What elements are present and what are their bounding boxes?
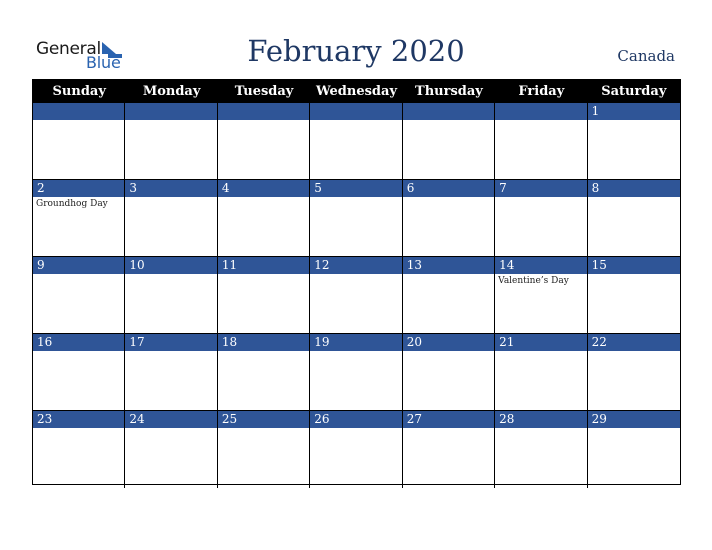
day-number: 5 <box>310 180 401 197</box>
holiday-label <box>310 120 401 122</box>
day-cell <box>403 103 495 180</box>
holiday-label <box>588 197 680 199</box>
day-cell <box>125 334 217 411</box>
weekday-friday: Friday <box>518 84 565 99</box>
holiday-label <box>218 274 309 276</box>
holiday-label <box>403 120 494 122</box>
holiday-label <box>310 428 401 430</box>
day-number: 4 <box>218 180 309 197</box>
day-cell <box>588 103 680 180</box>
holiday-label <box>588 351 680 353</box>
day-cell <box>125 257 217 334</box>
weekday-sunday: Sunday <box>52 84 106 99</box>
day-cell <box>33 180 125 257</box>
day-number: 20 <box>403 334 494 351</box>
day-number: 16 <box>33 334 124 351</box>
day-cell <box>125 103 217 180</box>
day-number: 2 <box>33 180 124 197</box>
holiday-label <box>403 274 494 276</box>
holiday-label <box>403 197 494 199</box>
day-cell <box>33 257 125 334</box>
day-number: 3 <box>125 180 216 197</box>
day-cell <box>403 411 495 488</box>
holiday-label <box>310 197 401 199</box>
day-number: 14 <box>495 257 586 274</box>
day-number: 1 <box>588 103 680 120</box>
day-cell <box>588 257 680 334</box>
day-number: 19 <box>310 334 401 351</box>
holiday-label <box>218 120 309 122</box>
holiday-label <box>495 197 586 199</box>
day-number: 22 <box>588 334 680 351</box>
holiday-label <box>310 351 401 353</box>
day-cell <box>588 180 680 257</box>
weekday-wednesday: Wednesday <box>315 84 397 99</box>
weekday-thursday: Thursday <box>415 84 483 99</box>
holiday-label <box>125 120 216 122</box>
holiday-label <box>588 274 680 276</box>
day-number: 28 <box>495 411 586 428</box>
day-number <box>310 103 401 120</box>
week-row <box>33 334 680 411</box>
day-cell <box>310 180 402 257</box>
day-number: 25 <box>218 411 309 428</box>
day-number: 23 <box>33 411 124 428</box>
day-cell <box>495 103 587 180</box>
holiday-label <box>125 197 216 199</box>
day-cell <box>218 411 310 488</box>
holiday-label <box>218 197 309 199</box>
day-cell <box>495 257 587 334</box>
logo-text-general: General <box>36 39 101 59</box>
week-row <box>33 257 680 334</box>
day-number <box>125 103 216 120</box>
holiday-label <box>588 428 680 430</box>
day-cell <box>588 334 680 411</box>
day-number: 13 <box>403 257 494 274</box>
weekday-saturday: Saturday <box>601 84 667 99</box>
holiday-label <box>495 428 586 430</box>
day-cell <box>218 334 310 411</box>
day-number <box>218 103 309 120</box>
holiday-label: Groundhog Day <box>36 199 108 209</box>
holiday-label <box>33 351 124 353</box>
day-number: 21 <box>495 334 586 351</box>
holiday-label <box>403 351 494 353</box>
day-number: 17 <box>125 334 216 351</box>
logo-text-blue: Blue <box>86 53 121 72</box>
day-number: 12 <box>310 257 401 274</box>
day-cell <box>310 103 402 180</box>
day-number: 29 <box>588 411 680 428</box>
holiday-label <box>218 428 309 430</box>
page-title: February 2020 <box>247 34 465 68</box>
day-number <box>403 103 494 120</box>
weekday-monday: Monday <box>142 84 201 99</box>
holiday-label <box>125 428 216 430</box>
day-cell <box>495 180 587 257</box>
calendar-grid <box>32 79 681 485</box>
holiday-label <box>310 274 401 276</box>
week-row <box>33 411 680 488</box>
day-cell <box>403 180 495 257</box>
day-cell <box>588 411 680 488</box>
holiday-label <box>125 351 216 353</box>
day-cell <box>403 257 495 334</box>
day-number: 11 <box>218 257 309 274</box>
holiday-label <box>33 428 124 430</box>
week-row <box>33 180 680 257</box>
day-number: 6 <box>403 180 494 197</box>
day-cell <box>33 334 125 411</box>
day-cell <box>310 411 402 488</box>
holiday-label <box>218 351 309 353</box>
week-row <box>33 103 680 180</box>
day-cell <box>495 334 587 411</box>
day-number: 26 <box>310 411 401 428</box>
day-number: 10 <box>125 257 216 274</box>
weekday-tuesday: Tuesday <box>234 84 294 99</box>
holiday-label <box>495 351 586 353</box>
day-cell <box>125 180 217 257</box>
day-cell <box>403 334 495 411</box>
day-cell <box>310 334 402 411</box>
day-number: 18 <box>218 334 309 351</box>
day-number: 9 <box>33 257 124 274</box>
holiday-label <box>33 274 124 276</box>
day-cell <box>218 103 310 180</box>
day-number: 8 <box>588 180 680 197</box>
country-label: Canada <box>617 47 675 65</box>
holiday-label <box>403 428 494 430</box>
holiday-label: Valentine’s Day <box>498 276 569 286</box>
day-number: 27 <box>403 411 494 428</box>
day-number <box>33 103 124 120</box>
day-cell <box>495 411 587 488</box>
day-cell <box>33 103 125 180</box>
day-number: 15 <box>588 257 680 274</box>
day-cell <box>310 257 402 334</box>
day-cell <box>33 411 125 488</box>
day-cell <box>125 411 217 488</box>
day-number: 7 <box>495 180 586 197</box>
day-cell <box>218 257 310 334</box>
holiday-label <box>33 120 124 122</box>
weekday-header <box>33 80 680 103</box>
day-cell <box>218 180 310 257</box>
holiday-label <box>588 120 680 122</box>
holiday-label <box>125 274 216 276</box>
day-number <box>495 103 586 120</box>
day-number: 24 <box>125 411 216 428</box>
holiday-label <box>495 120 586 122</box>
